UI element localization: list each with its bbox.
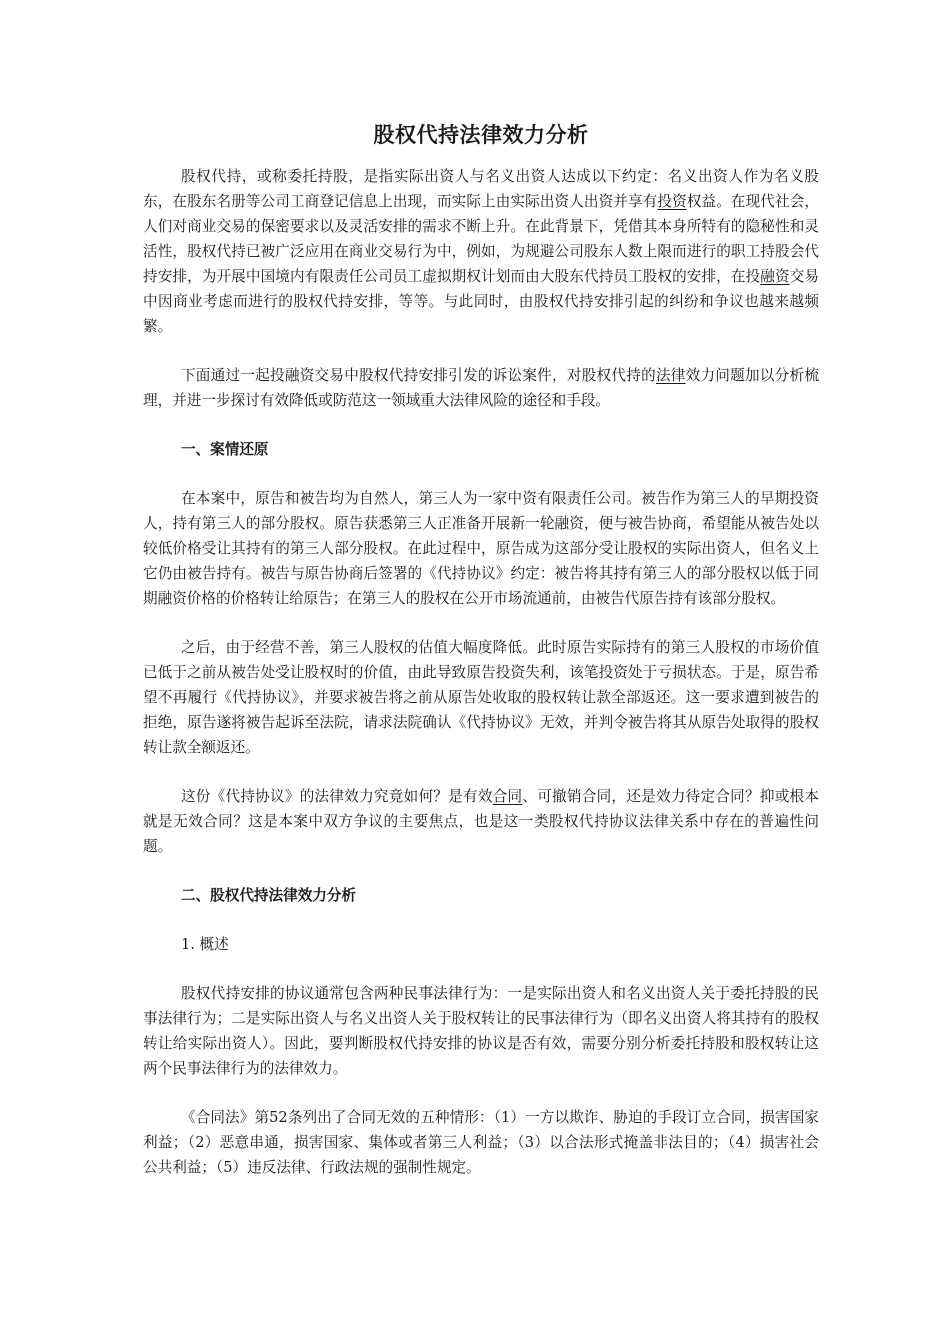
document-page bbox=[143, 118, 819, 1204]
link-financing[interactable]: 融资 bbox=[760, 268, 790, 285]
overview-text-b: 效力问题加以分析梳理，并进一步探讨有效降低或防范这一领域重大法律风险的途径和手段。 bbox=[143, 367, 819, 409]
link-law[interactable]: 法律 bbox=[655, 367, 686, 384]
analysis-paragraph-2: 《合同法》第52条列出了合同无效的五种情形：（1）一方以欺诈、胁迫的手段订立合同，损害国家利益；（2）恶意串通，损害国家、集体或者第三人利益；（3）以合法形式掩盖非法目的；（4）损害社会公共利益；（5）违反法律、行政法规的强制性规定。 bbox=[143, 1109, 819, 1176]
intro-text-c: 交易中因商业考虑而进行的股权代持安排，等等。与此同时，由股权代持安排引起的纠纷和争议也越来越频繁。 bbox=[143, 268, 819, 335]
case-paragraph-2: 之后，由于经营不善，第三人股权的估值大幅度降低。此时原告实际持有的第三人股权的市场价值已低于之前从被告处受让股权时的价值，由此导致原告投资失利，该笔投资处于亏损状态。于是，原告希望不再履行《代持协议》，并要求被告将之前从原告处收取的股权转让款全部返还。这一要求遭到被告的拒绝，原告遂将被告起诉至法院，请求法院确认《代持协议》无效，并判令被告将其从原告处取得的股权转让款全额返还。 bbox=[143, 639, 819, 756]
overview-text-a: 下面通过一起投融资交易中股权代持安排引发的诉讼案件，对股权代持的 bbox=[180, 367, 656, 384]
intro-text-b: 权益。在现代社会，人们对商业交易的保密要求以及灵活安排的需求不断上升。在此背景下，凭借其本身所特有的隐秘性和灵活性，股权代持已被广泛应用在商业交易行为中，例如，为规避公司股东人数上限而进行的职工持股会代持安排，为开展中国境内有限责任公司员工虚拟期权计划而由大股东代持员工股权的安排，在投 bbox=[143, 193, 819, 285]
section-heading-case: 一、案情还原 bbox=[180, 441, 269, 458]
intro-text-a: 股权代持，或称委托持股，是指实际出资人与名义出资人达成以下约定：名义出资人作为名义股东，在股东名册等公司工商登记信息上出现，而实际上由实际出资人出资并享有 bbox=[143, 168, 819, 210]
subsection-heading-overview: 1. 概述 bbox=[180, 936, 229, 953]
case-paragraph-1: 在本案中，原告和被告均为自然人，第三人为一家中资有限责任公司。被告作为第三人的早期投资人，持有第三人的部分股权。原告获悉第三人正准备开展新一轮融资，便与被告协商，希望能从被告处以较低价格受让其持有的第三人部分股权。在此过程中，原告成为这部分受让股权的实际出资人，但名义上它仍由被告持有。被告与原告协商后签署的《代持协议》约定：被告将其持有第三人的部分股权以低于同期融资价格的价格转让给原告；在第三人的股权在公开市场流通前，由被告代原告持有该部分股权。 bbox=[143, 490, 819, 607]
case-text-a: 这份《代持协议》的法律效力究竟如何？是有效 bbox=[180, 788, 493, 805]
intro-paragraph bbox=[143, 164, 819, 339]
case-paragraph-3 bbox=[143, 784, 819, 859]
document-title: 股权代持法律效力分析 bbox=[373, 123, 589, 147]
overview-paragraph bbox=[143, 363, 819, 413]
analysis-paragraph-1: 股权代持安排的协议通常包含两种民事法律行为：一是实际出资人和名义出资人关于委托持股的民事法律行为；二是实际出资人与名义出资人关于股权转让的民事法律行为（即名义出资人将其持有的股权转让给实际出资人）。因此，要判断股权代持安排的协议是否有效，需要分别分析委托持股和股权转让这两个民事法律行为的法律效力。 bbox=[143, 985, 819, 1077]
link-contract[interactable]: 合同 bbox=[492, 788, 523, 805]
case-text-b: 、可撤销合同，还是效力待定合同？抑或根本就是无效合同？这是本案中双方争议的主要焦点，也是这一类股权代持协议法律关系中存在的普遍性问题。 bbox=[143, 788, 819, 855]
section-heading-analysis: 二、股权代持法律效力分析 bbox=[180, 887, 357, 904]
link-investment[interactable]: 投资 bbox=[657, 193, 687, 210]
